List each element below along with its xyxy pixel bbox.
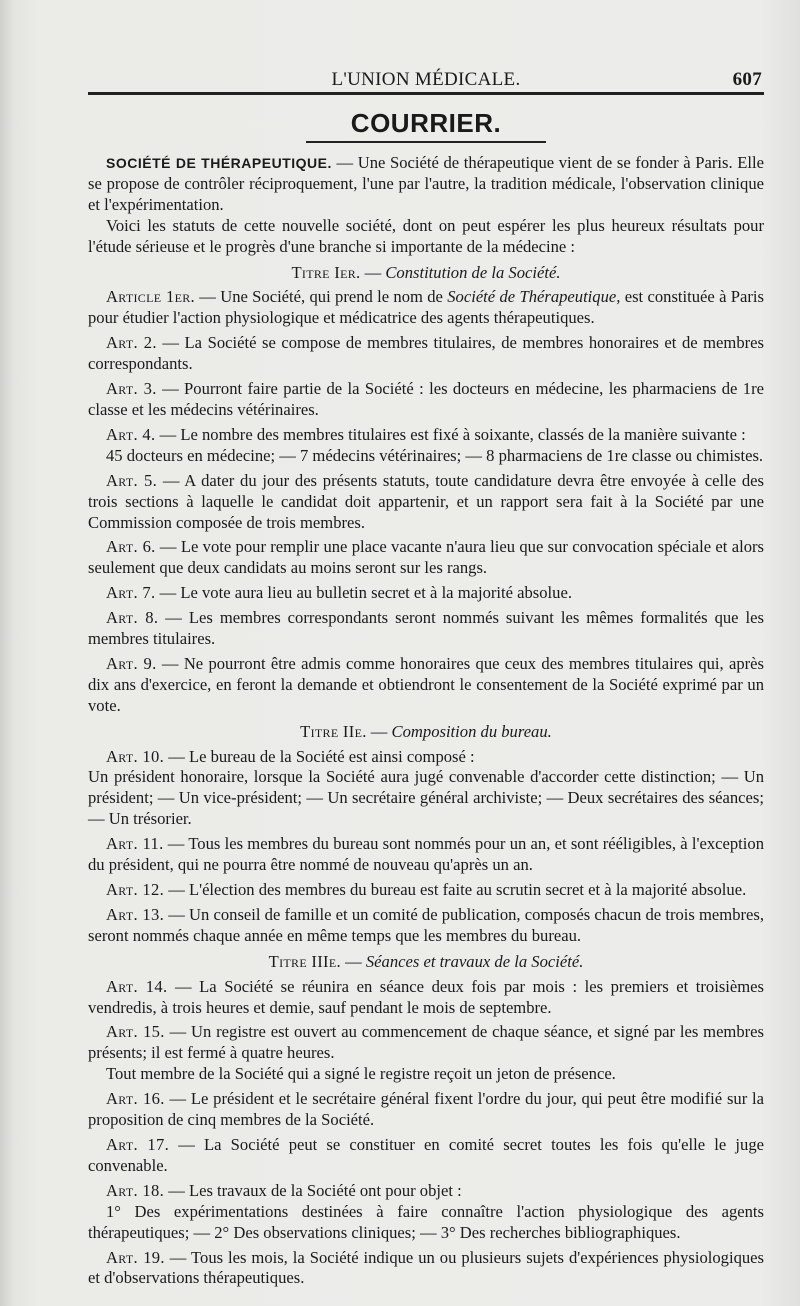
- article-5: [88, 471, 764, 534]
- article-8: [88, 608, 764, 650]
- titre-label: Titre IIIe.: [268, 951, 341, 971]
- running-header: [88, 62, 764, 95]
- article-label: Art. 7.: [106, 583, 156, 603]
- article-1: [88, 287, 764, 329]
- article-4-list: 45 docteurs en médecine; — 7 médecins vétérinaires; — 8 pharmaciens de 1re classe ou chimistes.: [106, 445, 764, 465]
- article-label: Art. 11.: [106, 834, 164, 854]
- article-10-cont: Un président honoraire, lorsque la Société aura jugé convenable d'accorder cette distinction; — Un président; — Un vice-président; — Un secrétaire général archiviste; — Deux secrétaires des séances; — Un trésorier.: [88, 767, 764, 829]
- article-16: [88, 1089, 764, 1131]
- article-7: [88, 583, 764, 604]
- article-15: [88, 1022, 764, 1064]
- article-13: [88, 905, 764, 947]
- article-label: Article 1er.: [106, 287, 195, 307]
- article-label: Art. 3.: [106, 379, 157, 399]
- article-text: — La Société peut se constituer en comité secret toutes les fois qu'elle le juge convenable.: [88, 1134, 764, 1175]
- article-label: Art. 9.: [106, 653, 157, 673]
- article-text: — Les membres correspondants seront nommés suivant les mêmes formalités que les membres titulaires.: [88, 608, 764, 649]
- titre-heading-2: [88, 722, 764, 743]
- article-label: Art. 14.: [106, 976, 168, 996]
- article-text: — Les travaux de la Société ont pour objet :: [164, 1180, 462, 1200]
- titre-heading-3: [88, 952, 764, 973]
- titre-name: Séances et travaux de la Société.: [365, 951, 584, 971]
- article-11: [88, 834, 764, 876]
- article-2: [88, 333, 764, 375]
- article-19: [88, 1248, 764, 1290]
- article-label: Art. 12.: [106, 880, 165, 899]
- article-label: Art. 16.: [106, 1089, 165, 1109]
- titre-label: Titre IIe.: [300, 721, 367, 741]
- article-18-cont: 1° Des expérimentations destinées à faire connaître l'action physiologique des agents thérapeutiques; — 2° Des observations cliniques; — 3° Des recherches bibliographiques.: [88, 1201, 764, 1242]
- intro-paragraph: [88, 153, 764, 216]
- article-label: Art. 19.: [106, 1247, 165, 1267]
- article-label: Art. 10.: [106, 746, 165, 766]
- article-text: — Le président et le secrétaire général fixent l'ordre du jour, qui peut être modifié sur la proposition de cinq membres de la Société.: [88, 1089, 764, 1130]
- article-label: Art. 5.: [106, 470, 158, 490]
- article-10: [88, 747, 764, 768]
- article-text: est constituée à Paris pour étudier l'action physiologique et médicatrice des agents thérapeutiques.: [88, 287, 764, 328]
- article-15-cont: Tout membre de la Société qui a signé le registre reçoit un jeton de présence.: [106, 1064, 616, 1084]
- article-3: [88, 379, 764, 421]
- article-text: — Le bureau de la Société est ainsi composé :: [164, 746, 475, 766]
- article-text: — Le nombre des membres titulaires est fixé à soixante, classés de la manière suivante :: [155, 424, 746, 444]
- page-content: [88, 62, 764, 1289]
- article-text: — Un registre est ouvert au commencement de chaque séance, et signé par les membres présents; il est fermé à quatre heures.: [88, 1022, 764, 1063]
- article-italic: Société de Thérapeutique,: [447, 287, 621, 307]
- article-14: [88, 977, 764, 1019]
- article-label: Art. 6.: [106, 537, 156, 557]
- article-text: — Le vote pour remplir une place vacante n'aura lieu que sur convocation spéciale et alors seulement que deux candidats au moins seront sur les rangs.: [88, 537, 764, 578]
- title-rule: [306, 141, 546, 143]
- article-text: — Tous les mois, la Société indique un ou plusieurs sujets d'expériences physiologiques et d'observations thérapeutiques.: [88, 1247, 764, 1288]
- titre-sep: —: [340, 951, 366, 971]
- intro-lead: SOCIÉTÉ DE THÉRAPEUTIQUE.: [106, 155, 332, 171]
- titre-name: Constitution de la Société.: [385, 262, 561, 282]
- intro-paragraph-2: Voici les statuts de cette nouvelle société, dont on peut espérer les plus heureux résultats pour l'étude sérieuse et le progrès d'une branche si importante de la médecine :: [88, 215, 764, 256]
- article-text: — A dater du jour des présents statuts, toute candidature devra être envoyée à celle des trois sections à laquelle le candidat doit appartenir, et un rapport sera fait à la Société par une Commission composée de trois membres.: [88, 470, 764, 532]
- article-label: Art. 17.: [106, 1134, 170, 1154]
- article-12: [88, 880, 764, 901]
- article-text: — La Société se compose de membres titulaires, de membres honoraires et de membres correspondants.: [88, 333, 764, 374]
- article-text: — Tous les membres du bureau sont nommés pour un an, et sont rééligibles, à l'exception du président, qui ne pourra être nommé de nouveau qu'après un an.: [88, 834, 764, 875]
- titre-heading-1: [88, 263, 764, 284]
- article-text: — Le vote aura lieu au bulletin secret et à la majorité absolue.: [155, 583, 572, 603]
- article-label: Art. 2.: [106, 333, 157, 353]
- titre-name: Composition du bureau.: [391, 721, 552, 741]
- titre-sep: —: [360, 262, 386, 282]
- article-text: — Pourront faire partie de la Société : les docteurs en médecine, les pharmaciens de 1re classe et les médecins vétérinaires.: [88, 379, 764, 419]
- article-9: [88, 654, 764, 717]
- article-text: — L'élection des membres du bureau est faite au scrutin secret et à la majorité absolue.: [164, 880, 747, 899]
- article-text: — Une Société, qui prend le nom de: [194, 287, 448, 307]
- article-text: — La Société se réunira en séance deux fois par mois : les premiers et troisièmes vendredis, à trois heures et demie, sauf pendant le mois de septembre.: [88, 976, 764, 1017]
- article-label: Art. 8.: [106, 608, 159, 628]
- article-text: — Un conseil de famille et un comité de publication, composés chacun de trois membres, seront nommés chaque année en même temps que les membres du bureau.: [88, 904, 765, 945]
- article-label: Art. 15.: [106, 1022, 165, 1042]
- article-4: [88, 425, 764, 446]
- article-label: Art. 18.: [106, 1180, 165, 1200]
- article-label: Art. 4.: [106, 424, 156, 444]
- titre-label: Titre Ier.: [291, 262, 361, 282]
- intro-text: — Une Société de thérapeutique vient de se fonder à Paris. Elle se propose de contrôler réciproquement, l'une par l'autre, la tradition médicale, l'observation clinique et l'expérimentation.: [88, 153, 764, 214]
- article-label: Art. 13.: [106, 904, 165, 924]
- titre-sep: —: [366, 721, 392, 741]
- article-18: [88, 1181, 764, 1202]
- page-number: 607: [732, 69, 762, 90]
- article-text: — Ne pourront être admis comme honoraires que ceux des membres titulaires qui, après dix ans d'exercice, en feront la demande et obtiendront le consentement de la Société exprimé par un vote.: [88, 653, 764, 715]
- section-title: COURRIER.: [350, 108, 502, 138]
- journal-title: L'UNION MÉDICALE.: [331, 69, 521, 90]
- article-17: [88, 1135, 764, 1177]
- article-6: [88, 537, 764, 579]
